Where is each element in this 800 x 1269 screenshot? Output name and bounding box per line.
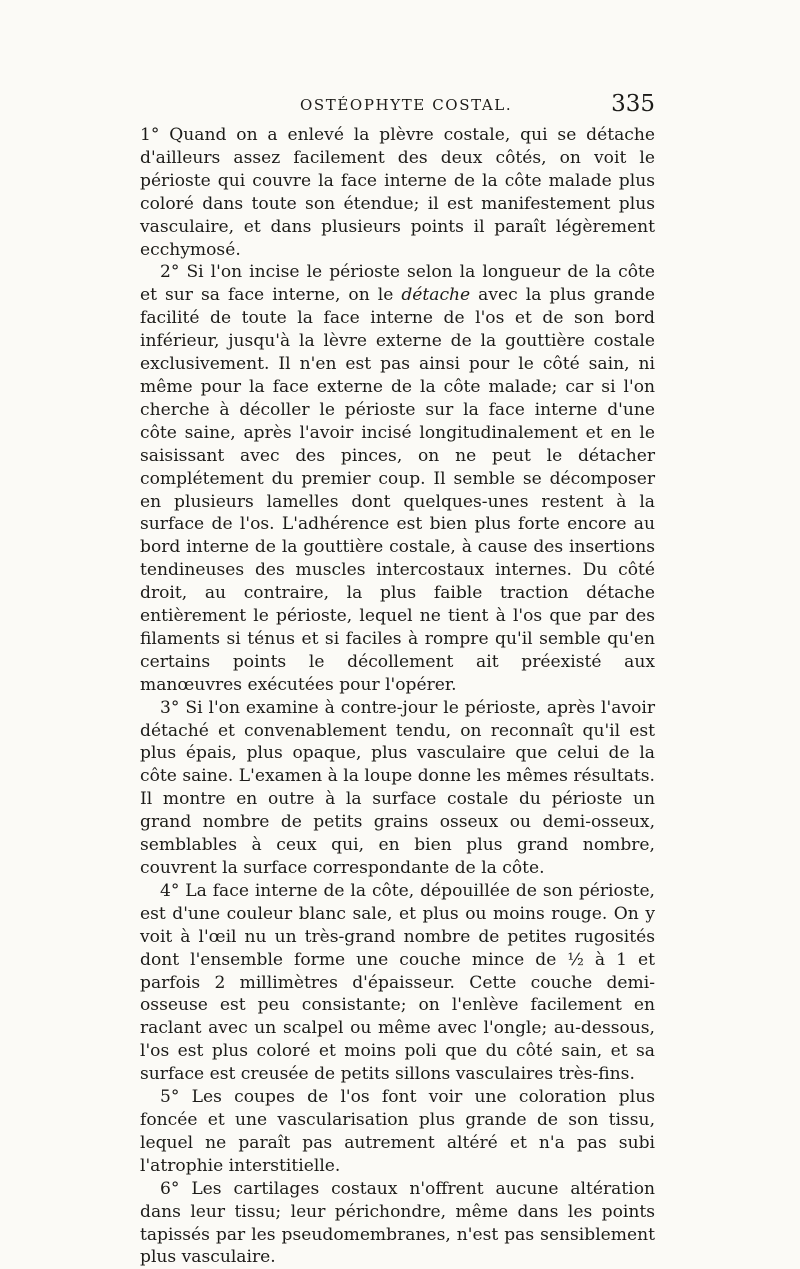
paragraph-6 — [140, 1178, 655, 1269]
paragraph-5-text: 5° Les coupes de l'os font voir une coloration plus foncée et une vascularisation plus grande de son tissu, lequel ne paraît pas autrement altéré et n'a pas subi l'atrophie interstitielle. — [140, 1087, 655, 1176]
running-header — [140, 91, 655, 122]
page-body — [140, 124, 655, 1269]
page-number: 335 — [611, 91, 655, 117]
paragraph-3 — [140, 697, 655, 880]
paragraph-2-text-end: avec la plus grande facilité de toute la face interne de l'os et de son bord inférieur, jusqu'à la lèvre externe de la gouttière costale exclusivement. Il n'en est pas ainsi pour le côté sain, ni même pour la face externe de la côte malade; car si l'on cherche à décoller le périoste sur la face interne d'une côte saine, après l'avoir incisé longitudinalement et en le saisissant avec des pinces, on ne peut le détacher complétement du premier coup. Il semble se décomposer en plusieurs lamelles dont quelques-unes restent à la surface de l'os. L'adhérence est bien plus forte encore au bord interne de la gouttière costale, à cause des insertions tendineuses des muscles intercostaux internes. Du côté droit, au contraire, la plus faible traction détache entièrement le périoste, lequel ne tient à l'os que par des filaments si ténus et si faciles à rompre qu'il semble qu'en certains points le décollement ait préexisté aux manœuvres exécutées pour l'opérer. — [140, 285, 655, 695]
paragraph-3-text: 3° Si l'on examine à contre-jour le périoste, après l'avoir détaché et convenablement tendu, on reconnaît qu'il est plus épais, plus opaque, plus vasculaire que celui de la côte saine. L'examen à la loupe donne les mêmes résultats. Il montre en outre à la surface costale du périoste un grand nombre de petits grains osseux ou demi-osseux, semblables à ceux qui, en bien plus grand nombre, couvrent la surface correspondante de la côte. — [140, 697, 655, 878]
paragraph-6-text: 6° Les cartilages costaux n'offrent aucune altération dans leur tissu; leur périchondre, même dans les points tapissés par les pseudomembranes, n'est pas sensiblement plus vasculaire. — [140, 1178, 655, 1268]
paragraph-4 — [140, 880, 655, 1086]
paragraph-2-text-start: 2° Si l'on incise le périoste selon la longueur de la côte et sur sa face interne, on le — [140, 262, 655, 306]
running-title: OSTÉOPHYTE COSTAL. — [300, 96, 513, 114]
paragraph-5 — [140, 1086, 655, 1178]
paragraph-4-text: 4° La face interne de la côte, dépouillée de son périoste, est d'une couleur blanc sale, et plus ou moins rouge. On y voit à l'œil nu un très-grand nombre de petites rugosités dont l'ensemble forme une couche mince de ½ à 1 et parfois 2 millimètres d'épaisseur. Cette couche demi-osseuse est peu consistante; on l'enlève facilement en raclant avec un scalpel ou même avec l'ongle; au-dessous, l'os est plus coloré et moins poli que du côté sain, et sa surface est creusée de petits sillons vasculaires très-fins. — [140, 880, 655, 1085]
paragraph-1 — [140, 124, 655, 261]
paragraph-1-text: 1° Quand on a enlevé la plèvre costale, qui se détache d'ailleurs assez facilement des deux côtés, on voit le périoste qui couvre la face interne de la côte malade plus coloré dans toute son étendue; il est manifestement plus vasculaire, et dans plusieurs points il paraît légèrement ecchymosé. — [140, 125, 655, 260]
paragraph-2 — [140, 261, 655, 696]
paragraph-2-emphasis: détache — [401, 285, 471, 306]
